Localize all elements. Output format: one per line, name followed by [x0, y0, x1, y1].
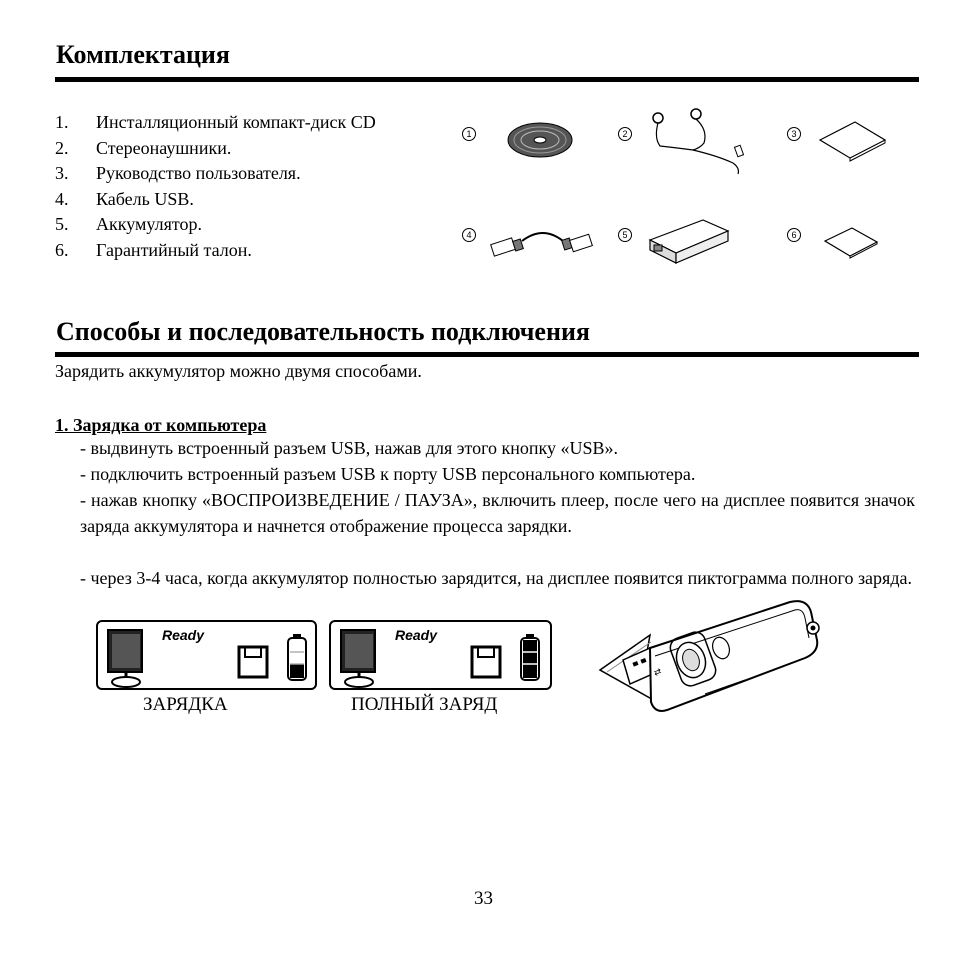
mp3-player-usb-illustration — [595, 590, 830, 720]
list-item: 5. Аккумулятор. — [55, 214, 202, 234]
section-title-kit: Комплектация — [56, 40, 230, 69]
step-text: - подключить встроенный разъем USB к порту USB персонального компьютера. — [80, 464, 696, 484]
kit-list — [55, 110, 376, 263]
figure-marker: 5 — [618, 228, 632, 242]
warranty-card-illustration — [822, 226, 882, 261]
title-rule — [55, 352, 919, 357]
battery-illustration — [648, 215, 733, 265]
caption-charging: ЗАРЯДКА — [143, 694, 228, 715]
page-number: 33 — [474, 888, 493, 909]
battery-charging-icon — [286, 632, 308, 682]
monitor-icon — [339, 626, 383, 688]
list-item: 4. Кабель USB. — [55, 188, 194, 209]
memory-card-icon — [236, 644, 270, 680]
figure-marker: 6 — [787, 228, 801, 242]
ready-label: Ready — [395, 627, 438, 643]
caption-full: ПОЛНЫЙ ЗАРЯД — [351, 694, 498, 715]
step-text: - нажав кнопку «ВОСПРОИЗВЕДЕНИЕ / ПАУЗА», включить плеер, после чего на дисплее появится значок заряда аккумулятора и начнется отображение процесса зарядки. — [80, 490, 915, 536]
figure-marker: 3 — [787, 127, 801, 141]
list-item: 3. Руководство пользователя. — [55, 163, 301, 183]
cd-disc-illustration — [505, 120, 575, 160]
step-text: - через 3-4 часа, когда аккумулятор полностью зарядится, на дисплее появится пиктограмма полного заряда. — [80, 568, 912, 588]
earphones-illustration — [648, 108, 758, 178]
list-item: 6. Гарантийный талон. — [55, 239, 252, 260]
manual-booklet-illustration — [815, 118, 890, 163]
title-rule — [55, 77, 919, 82]
intro-text: Зарядить аккумулятор можно двумя способами. — [55, 361, 422, 381]
section-title-connection: Способы и последовательность подключения — [56, 317, 591, 346]
list-item: 1. Инсталляционный компакт-диск CD — [55, 112, 376, 132]
step-text: - выдвинуть встроенный разъем USB, нажав для этого кнопку «USB». — [80, 438, 619, 458]
ready-label: Ready — [162, 627, 205, 643]
svg-text:⇄: ⇄ — [652, 666, 664, 679]
display-panel-full — [329, 620, 552, 690]
battery-full-icon — [519, 632, 541, 682]
monitor-icon — [106, 626, 150, 688]
figure-marker: 2 — [618, 127, 632, 141]
figure-marker: 4 — [462, 228, 476, 242]
usb-cable-illustration — [488, 225, 598, 270]
list-item: 2. Стереонаушники. — [55, 137, 232, 158]
subheading: 1. Зарядка от компьютера — [55, 415, 267, 435]
memory-card-icon — [469, 644, 503, 680]
display-panel-charging — [96, 620, 317, 690]
figure-marker: 1 — [462, 127, 476, 141]
